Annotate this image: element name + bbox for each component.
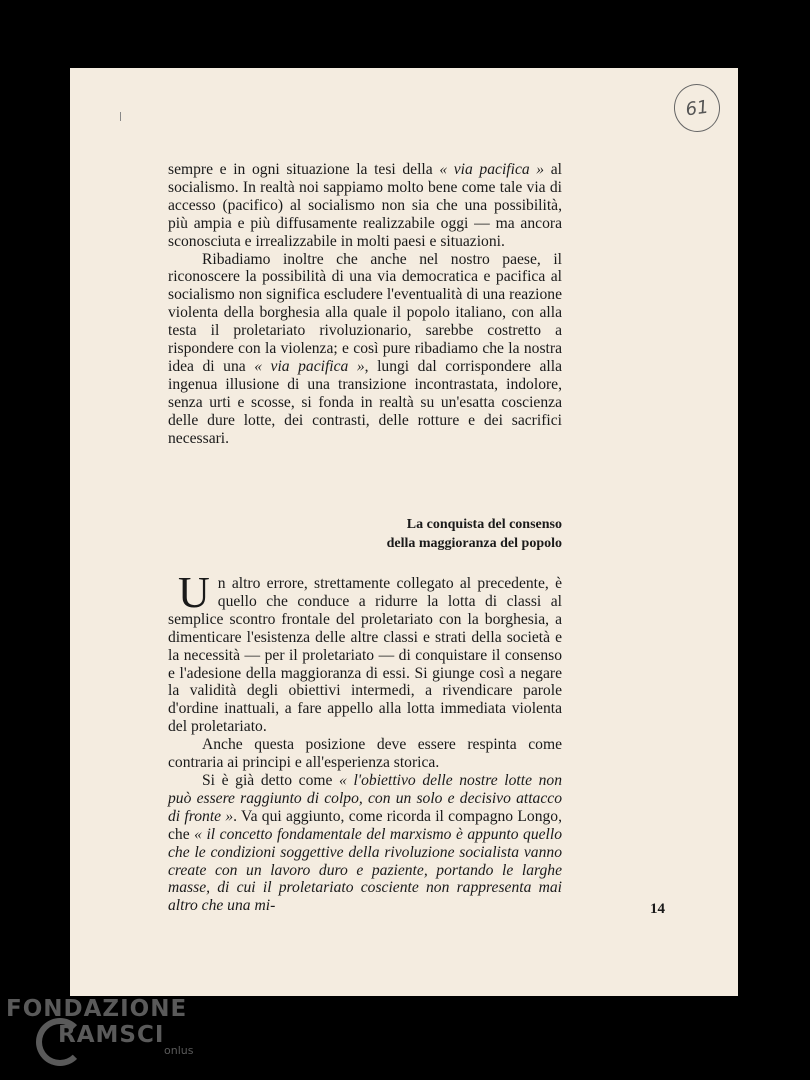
paragraph-5: Si è già detto come « l'obiettivo delle nostre lotte non può essere raggiunto di colpo, con un solo e decisivo attacco di fronte ». Va qui aggiunto, come ricorda il compagno Longo, che « il concetto fondamentale del marxismo è appunto quello che le condizioni soggettive della rivoluzione socialista vanno create con un lavoro duro e paziente, portando le larghe masse, di cui il proletariato cosciente non rappresenta mai altro che una mi-	[168, 771, 562, 915]
paragraph-1: sempre e in ogni situazione la tesi della « via pacifica » al socialismo. In realtà noi sappiamo molto bene come tale via di accesso (pacifico) al socialismo non sia che una possibilità, più ampia e più diffusamente realizzabile oggi — ma ancora sconosciuta e irrealizzabile in molti paesi e situazioni.	[168, 161, 562, 250]
handwritten-page-number: 61	[671, 81, 723, 135]
logo-g-mark	[36, 1018, 84, 1066]
margin-mark	[120, 112, 121, 121]
fondazione-gramsci-logo: FONDAZIONE RAMSCI onlus	[6, 996, 193, 1057]
paragraph-2: Ribadiamo inoltre che anche nel nostro paese, il riconoscere la possibilità di una via democratica e pacifica al socialismo non significa escludere l'eventualità di una reazione violenta della borghesia alla quale il popolo italiano, con alla testa il proletariato rivoluzionario, sarebbe costretto a rispondere con la violenza; e così pure ribadiamo che la nostra idea di una « via pacifica », lungi dal corrispondere alla ingenua illusione di una transizione incontrastata, indolore, senza urti e scosse, si fonda in realtà su un'esatta coscienza delle dure lotte, dei contrasti, delle rotture e dei sacrifici necessari.	[168, 250, 562, 447]
drop-cap: U	[178, 568, 210, 617]
bottom-text-block	[168, 568, 562, 915]
document-page	[70, 68, 738, 996]
page-number: 14	[650, 901, 665, 917]
paragraph-4: Anche questa posizione deve essere respinta come contraria ai principi e all'esperienza storica.	[168, 736, 562, 772]
top-text-block	[168, 161, 562, 448]
paragraph-3: Un altro errore, strettamente collegato al precedente, è quello che conduce a ridurre la lotta di classi al semplice scontro frontale del proletariato con la borghesia, a dimenticare l'esistenza delle altre classi e strati della società e la necessità — per il proletariato — di conquistare il consenso e l'adesione della maggioranza di essi. Si giunge così a negare la validità degli obiettivi intermedi, a rivendicare parole d'ordine inattuali, a fare appello alla lotta immediata violenta del proletariato.	[168, 568, 562, 736]
section-heading: La conquista del consenso della maggioranza del popolo	[386, 517, 562, 551]
